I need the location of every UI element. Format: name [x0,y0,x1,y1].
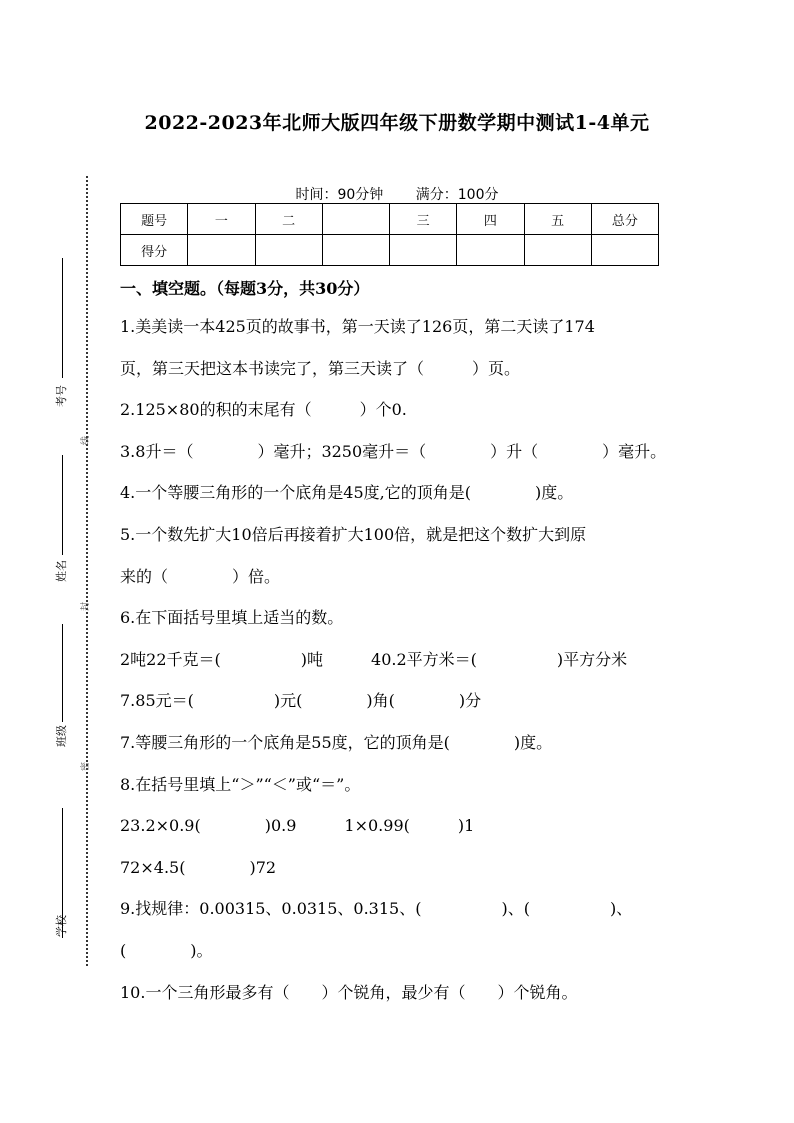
seal-mark: 封 [81,601,92,612]
question-line: 8.在括号里填上“＞”“＜”或“＝”。 [120,774,361,794]
question-line: 6.在下面括号里填上适当的数。 [120,608,344,628]
score-input-cell[interactable] [524,235,591,266]
exam-no-field[interactable] [40,258,80,408]
name-field[interactable] [40,455,80,585]
question-line: 23.2×0.9( )0.9 1×0.99( )1 [120,816,475,836]
score-input-cell[interactable] [591,235,658,266]
exam-no-label: 考号 [55,385,68,407]
score-table [120,203,659,266]
score-table-score-row [121,235,659,266]
section-heading: 一、填空题。（每题3分，共30分） [120,279,370,298]
question-line: 1.美美读一本425页的故事书，第一天读了126页，第二天读了174 [120,317,595,336]
question-line: 5.一个数先扩大10倍后再接着扩大100倍，就是把这个数扩大到原 [120,524,587,544]
score-input-cell[interactable] [390,235,457,266]
name-label: 姓名 [55,560,68,582]
score-table-cell: 五 [524,204,591,235]
score-table-cell: 得分 [121,235,188,266]
score-input-cell[interactable] [255,235,322,266]
score-table-cell [322,204,389,235]
score-table-cell: 题号 [121,204,188,235]
score-table-cell: 二 [255,204,322,235]
score-table-cell: 四 [457,204,524,235]
page-title: 2022-2023年北师大版四年级下册数学期中测试1-4单元 [144,112,650,134]
school-line [62,808,63,938]
school-label: 学校 [55,915,68,937]
name-line [62,455,63,555]
score-input-cell[interactable] [457,235,524,266]
exam-full-score: 满分：100分 [415,187,499,203]
question-line: 72×4.5( )72 [120,857,277,877]
score-table-cell: 三 [390,204,457,235]
score-table-header-row [121,204,659,235]
school-field[interactable] [40,808,80,958]
question-line: 2.125×80的积的末尾有（ ）个0. [120,400,407,420]
question-line: ( )。 [120,940,213,960]
question-line: 3.8升＝（ ）毫升；3250毫升＝（ ）升（ ）毫升。 [120,441,667,461]
class-line [62,624,63,722]
score-table-cell: 总分 [591,204,658,235]
score-table-cell: 一 [188,204,255,235]
class-label: 班级 [55,725,68,747]
exam-no-line [62,258,63,378]
question-line: 页，第三天把这本书读完了，第三天读了（ ）页。 [120,358,521,378]
question-line: 来的（ ）倍。 [120,566,281,586]
seal-mark: 密 [81,761,92,772]
exam-time: 时间：90分钟 [295,187,384,203]
question-line: 10.一个三角形最多有（ ）个锐角，最少有（ ）个锐角。 [120,982,578,1002]
exam-content [120,274,690,1013]
question-line: 2吨22千克＝( )吨 40.2平方米＝( )平方分米 [120,649,628,669]
question-line: 9.找规律：0.00315、0.0315、0.315、( )、( )、 [120,899,633,919]
question-line: 7.等腰三角形的一个底角是55度，它的顶角是( )度。 [120,732,553,752]
score-input-cell[interactable] [188,235,255,266]
class-field[interactable] [40,624,80,754]
question-line: 4.一个等腰三角形的一个底角是45度,它的顶角是( )度。 [120,483,574,503]
exam-meta [0,184,794,204]
question-line: 7.85元＝( )元( )角( )分 [120,691,482,711]
seal-mark: 线 [81,435,92,446]
score-input-cell[interactable] [322,235,389,266]
binding-dotted-line [86,176,88,966]
